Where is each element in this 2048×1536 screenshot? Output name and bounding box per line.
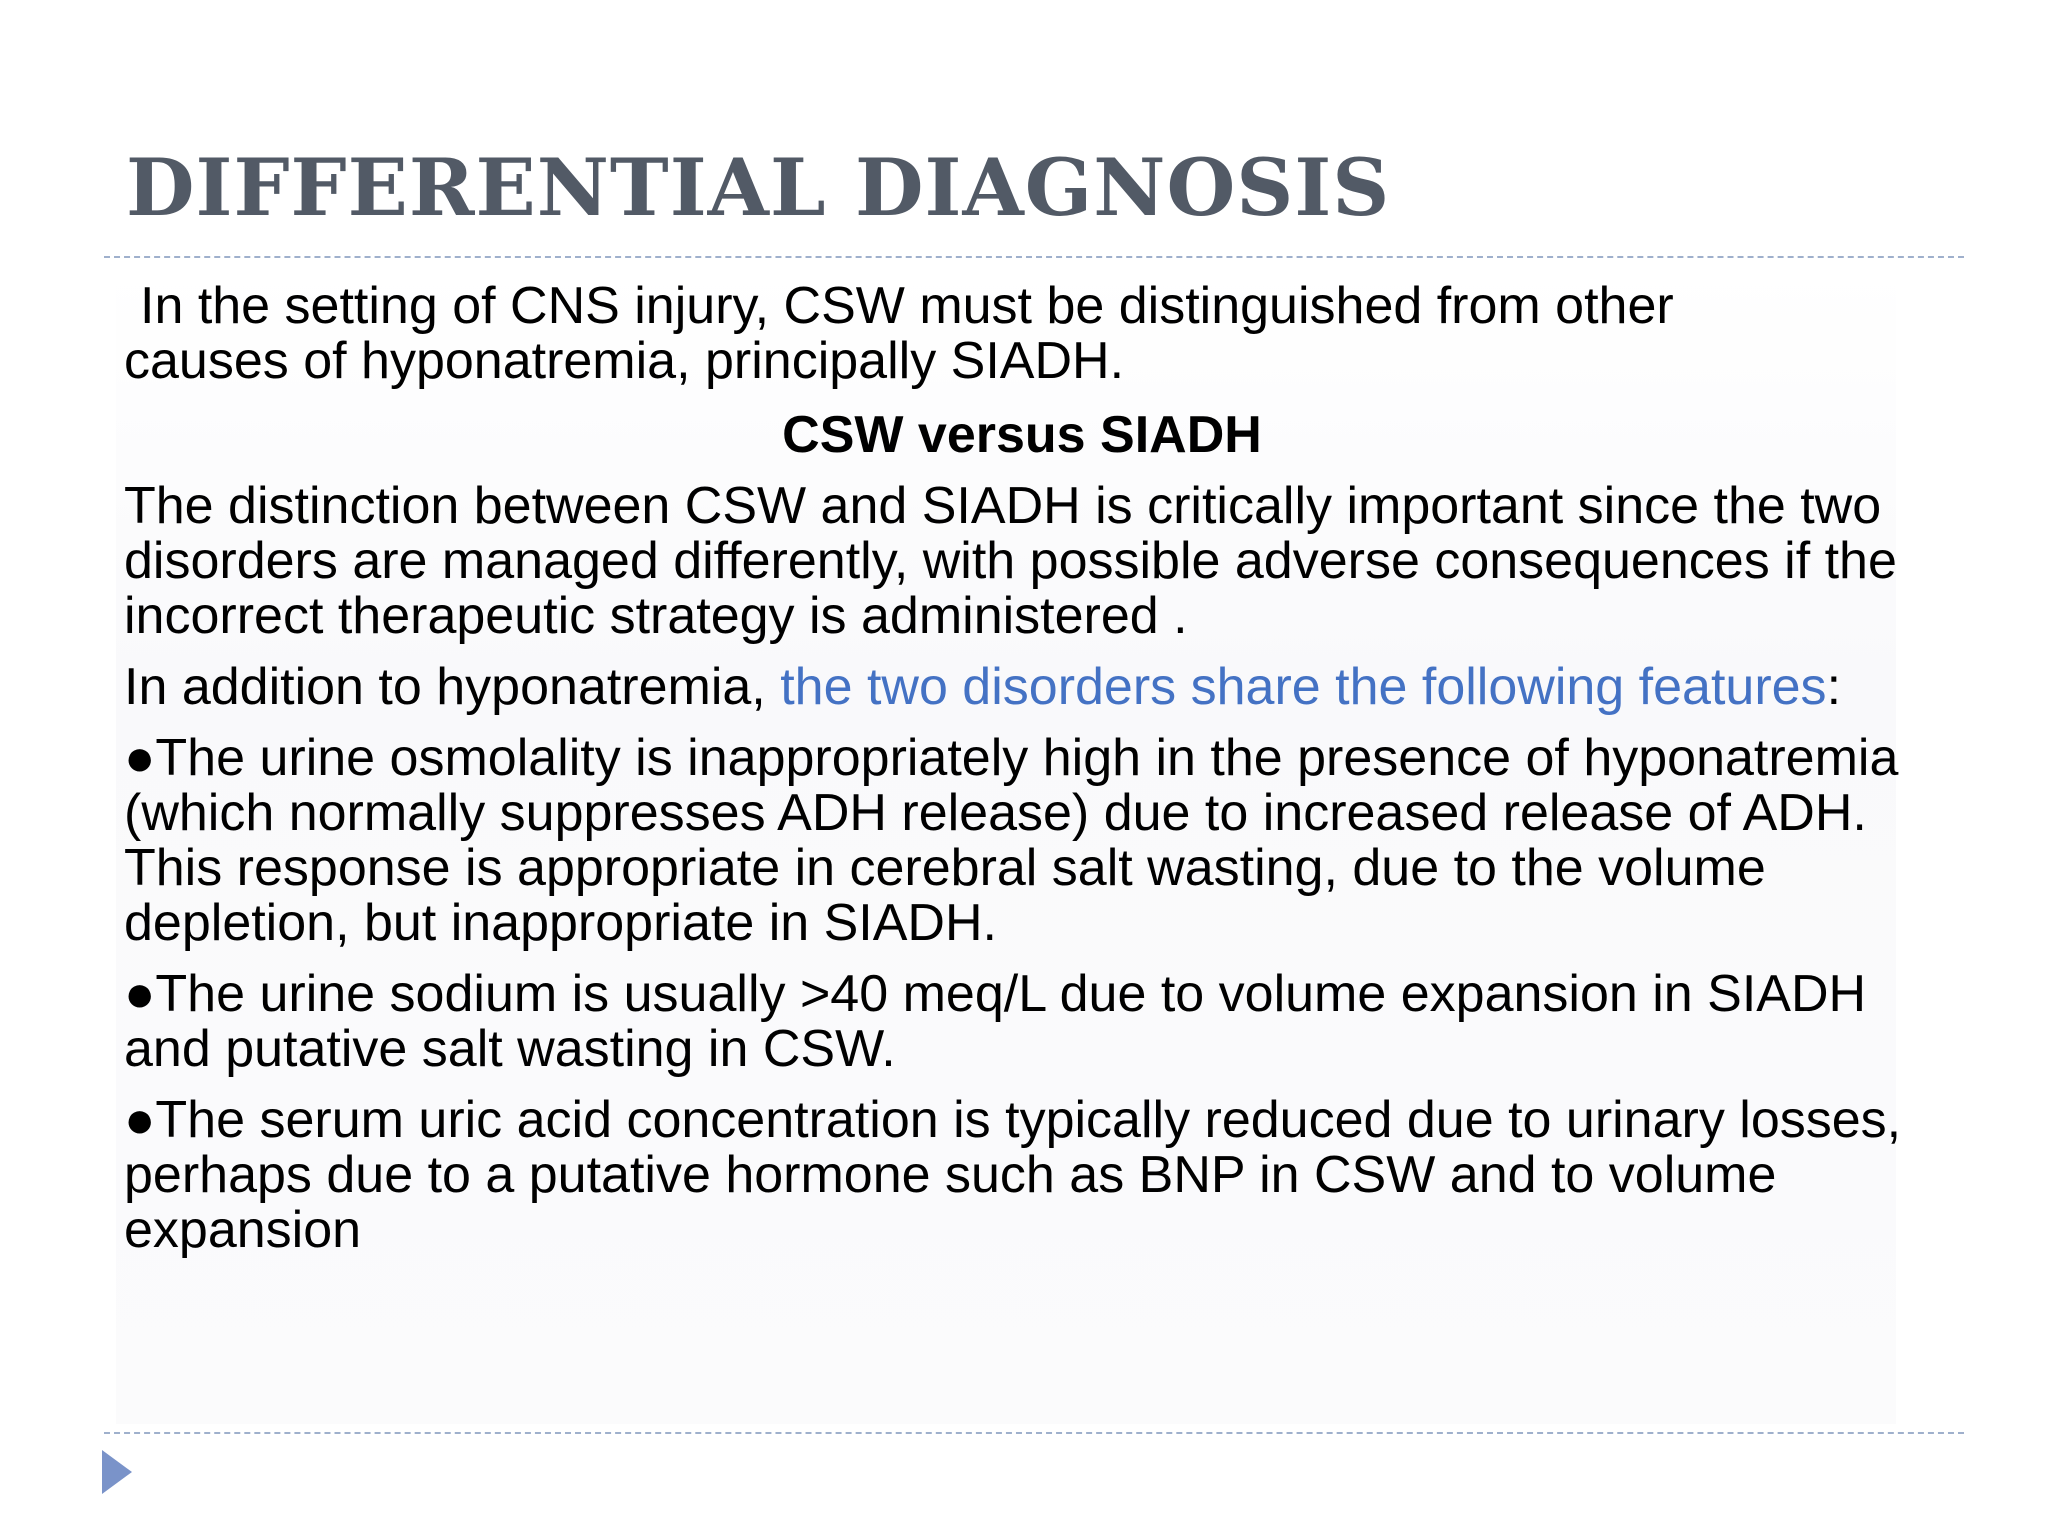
- bullet-item: [124, 967, 1904, 1077]
- bullet-item: [124, 731, 1904, 951]
- title-divider: [104, 256, 1964, 258]
- shared-intro-highlight: the two disorders share the following features: [780, 658, 1827, 716]
- shared-intro-prefix: In addition to hyponatremia,: [124, 658, 781, 716]
- shared-intro-suffix: :: [1826, 658, 1842, 716]
- slide-body: [124, 279, 1904, 1258]
- bullet-text: The serum uric acid concentration is typically reduced due to urinary losses, perhaps due to a putative hormone such as BNP in CSW and to volume expansion: [124, 1091, 1902, 1259]
- intro-paragraph: [124, 279, 1904, 389]
- bullet-text: The urine osmolality is inappropriately high in the presence of hyponatremia (which normally suppresses ADH release) due to increased release of ADH. This response is appropriate in cerebral salt wasting, due to the volume depletion, but inappropriate in SIADH.: [124, 729, 1899, 952]
- bullet-dot-icon: ●: [124, 729, 156, 787]
- intro-line-1: In the setting of CNS injury, CSW must be distinguished from other: [140, 277, 1674, 335]
- footer-divider: [104, 1432, 1964, 1434]
- shared-features-intro: [124, 660, 1904, 715]
- bullet-text: The urine sodium is usually >40 meq/L due to volume expansion in SIADH and putative salt wasting in CSW.: [124, 965, 1867, 1078]
- intro-line-2: causes of hyponatremia, principally SIADH.: [124, 332, 1125, 390]
- distinction-paragraph: The distinction between CSW and SIADH is critically important since the two disorders are managed differently, with possible adverse consequences if the incorrect therapeutic strategy is administered .: [124, 477, 1897, 645]
- slide-title: DIFFERENTIAL DIAGNOSIS: [126, 141, 1391, 234]
- play-triangle-icon: [102, 1450, 132, 1494]
- section-heading: CSW versus SIADH: [782, 406, 1262, 464]
- bullet-dot-icon: ●: [124, 965, 156, 1023]
- bullet-dot-icon: ●: [124, 1091, 156, 1149]
- bullet-item: [124, 1093, 1904, 1258]
